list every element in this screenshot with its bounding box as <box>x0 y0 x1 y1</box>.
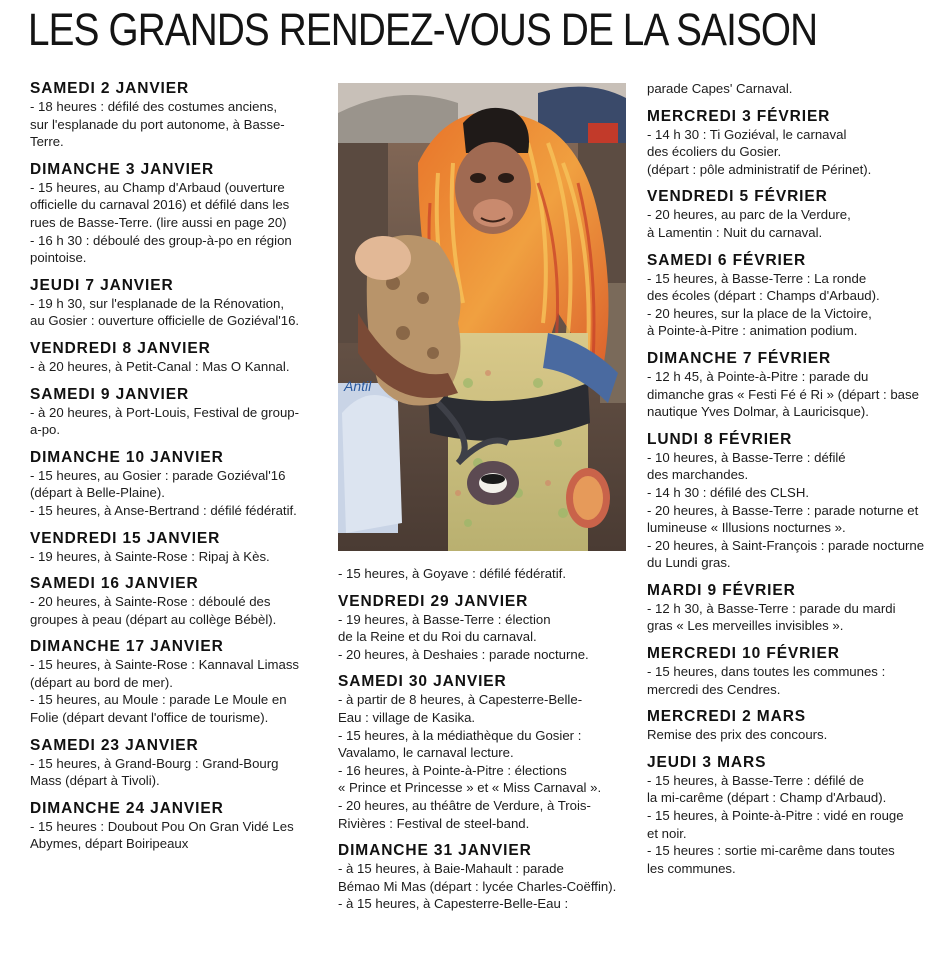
event-entry <box>30 161 326 267</box>
event-detail: - 19 heures, à Basse-Terre : élection de la Reine et du Roi du carnaval. <box>338 611 551 645</box>
event-date-heading: VENDREDI 8 JANVIER <box>30 339 211 357</box>
event-detail: - 19 heures, à Sainte-Rose : Ripaj à Kès. <box>30 548 270 564</box>
event-date-heading: MERCREDI 10 FÉVRIER <box>647 645 840 663</box>
event-detail: - 20 heures, sur la place de la Victoire, à Pointe-à-Pitre : animation podium. <box>647 305 872 339</box>
event-entry <box>338 593 628 664</box>
event-detail: - à 20 heures, à Petit-Canal : Mas O Kannal. <box>30 358 290 374</box>
continued-event-text <box>647 80 937 98</box>
event-entry <box>647 350 937 421</box>
event-detail: - 20 heures, au théâtre de Verdure, à Trois- Rivières : Festival de steel-band. <box>338 797 591 831</box>
event-detail: - 15 heures, à la médiathèque du Gosier : Vavalamo, le carnaval lecture. <box>338 727 582 761</box>
event-detail: Remise des prix des concours. <box>647 727 828 743</box>
event-entry <box>647 754 937 878</box>
event-date-heading: LUNDI 8 FÉVRIER <box>647 430 793 448</box>
event-date-heading: DIMANCHE 10 JANVIER <box>30 448 224 466</box>
event-detail: - 15 heures, à Basse-Terre : défilé de la mi-carême (départ : Champ d'Arbaud). <box>647 772 887 806</box>
event-detail: parade Capes' Carnaval. <box>647 81 793 96</box>
column-3 <box>647 80 937 887</box>
event-detail: - à 20 heures, à Port-Louis, Festival de group- a-po. <box>30 404 300 438</box>
event-detail: - 14 h 30 : défilé des CLSH. <box>647 484 810 500</box>
column-2 <box>338 80 628 923</box>
event-entry <box>338 673 628 832</box>
event-detail: - 15 heures, à Anse-Bertrand : défilé fédératif. <box>30 502 297 518</box>
event-date-heading: SAMEDI 2 JANVIER <box>30 80 190 97</box>
event-date-heading: SAMEDI 16 JANVIER <box>30 575 199 593</box>
event-detail: - 16 heures, à Pointe-à-Pitre : élections « Prince et Princesse » et « Miss Carnaval ». <box>338 762 602 796</box>
event-detail: - 15 heures, à Goyave : défilé fédératif. <box>338 566 566 581</box>
event-entry <box>30 386 326 439</box>
event-detail: - 20 heures, à Deshaies : parade nocturne. <box>338 646 589 662</box>
event-entry <box>30 638 326 726</box>
event-detail: - 15 heures, à Basse-Terre : La ronde des écoles (départ : Champs d'Arbaud). <box>647 270 880 304</box>
event-date-heading: VENDREDI 15 JANVIER <box>30 529 221 547</box>
event-detail: - 19 h 30, sur l'esplanade de la Rénovation, au Gosier : ouverture officielle de Goziéval'16. <box>30 295 300 329</box>
event-detail: - 16 h 30 : déboulé des group-à-po en région pointoise. <box>30 232 292 266</box>
event-detail: - 15 heures, dans toutes les communes : mercredi des Cendres. <box>647 664 886 697</box>
event-entry <box>30 340 326 376</box>
carnival-photo <box>338 83 626 551</box>
event-entry <box>647 188 937 241</box>
event-entry <box>647 708 937 744</box>
event-detail: - à 15 heures, à Baie-Mahault : parade Bémao Mi Mas (départ : lycée Charles-Coëffin). <box>338 861 617 894</box>
event-entry <box>647 582 937 635</box>
event-entry <box>338 842 628 913</box>
event-date-heading: SAMEDI 9 JANVIER <box>30 385 190 403</box>
event-detail: - à 15 heures, à Capesterre-Belle-Eau : <box>338 896 569 912</box>
event-date-heading: DIMANCHE 17 JANVIER <box>30 638 224 656</box>
event-detail: - 20 heures, à Sainte-Rose : déboulé des groupes à peau (départ au collège Bébèl). <box>30 594 277 627</box>
event-date-heading: DIMANCHE 3 JANVIER <box>30 160 215 178</box>
event-detail: - 15 heures, au Moule : parade Le Moule en Folie (départ devant l'office de tourisme). <box>30 692 287 726</box>
event-entry <box>30 530 326 566</box>
event-detail: - 18 heures : défilé des costumes anciens, sur l'esplanade du port autonome, à Basse- Terre. <box>30 99 285 150</box>
event-detail: - 15 heures : sortie mi-carême dans toutes les communes. <box>647 843 895 876</box>
continued-event-text <box>338 565 628 583</box>
bag-text: Antil <box>344 378 372 394</box>
event-detail: - 15 heures, à Grand-Bourg : Grand-Bourg Mass (départ à Tivoli). <box>30 755 279 789</box>
event-date-heading: DIMANCHE 31 JANVIER <box>338 842 532 860</box>
event-entry <box>30 575 326 628</box>
event-detail: - à partir de 8 heures, à Capesterre-Belle- Eau : village de Kasika. <box>338 692 583 725</box>
event-entry <box>647 252 937 340</box>
event-detail: - 15 heures : Doubout Pou On Gran Vidé Les Abymes, départ Boiripeaux <box>30 818 294 852</box>
event-date-heading: JEUDI 7 JANVIER <box>30 276 174 294</box>
event-detail: - 15 heures, à Sainte-Rose : Kannaval Limass (départ au bord de mer). <box>30 657 300 690</box>
event-date-heading: VENDREDI 5 FÉVRIER <box>647 188 828 206</box>
event-detail: - 15 heures, à Pointe-à-Pitre : vidé en rouge et noir. <box>647 808 904 841</box>
event-detail: - 20 heures, à Saint-François : parade nocturne du Lundi gras. <box>647 537 925 571</box>
event-entry <box>647 431 937 572</box>
event-date-heading: SAMEDI 6 FÉVRIER <box>647 251 807 269</box>
event-detail: - 12 h 45, à Pointe-à-Pitre : parade du dimanche gras « Festi Fé é Ri » (départ : base nautique Yves Dolmar, à Lauricisque). <box>647 368 919 420</box>
event-date-heading: DIMANCHE 24 JANVIER <box>30 799 224 817</box>
event-date-heading: MARDI 9 FÉVRIER <box>647 581 796 599</box>
event-entry <box>30 277 326 330</box>
event-detail: - 10 heures, à Basse-Terre : défilé des marchandes. <box>647 449 846 483</box>
event-entry <box>30 80 326 151</box>
column-1 <box>30 80 326 863</box>
event-entry <box>30 737 326 790</box>
event-date-heading: MERCREDI 3 FÉVRIER <box>647 107 831 125</box>
event-detail: - 20 heures, au parc de la Verdure, à Lamentin : Nuit du carnaval. <box>647 207 851 240</box>
event-detail: - 12 h 30, à Basse-Terre : parade du mardi gras « Les merveilles invisibles ». <box>647 600 896 634</box>
event-entry <box>30 449 326 520</box>
event-detail: - 14 h 30 : Ti Goziéval, le carnaval des écoliers du Gosier. (départ : pôle administratif de Périnet). <box>647 126 872 177</box>
event-entry <box>647 108 937 179</box>
carnival-costume-image <box>338 83 626 551</box>
event-detail: - 15 heures, au Champ d'Arbaud (ouverture officielle du carnaval 2016) et défilé dans les rues de Basse-Terre. (lire aussi en page 20) <box>30 179 290 230</box>
page-title: LES GRANDS RENDEZ-VOUS DE LA SAISON <box>28 4 818 55</box>
event-date-heading: MERCREDI 2 MARS <box>647 708 807 726</box>
event-date-heading: JEUDI 3 MARS <box>647 753 767 771</box>
event-entry <box>30 800 326 853</box>
event-date-heading: DIMANCHE 7 FÉVRIER <box>647 349 832 367</box>
event-detail: - 15 heures, au Gosier : parade Goziéval'16 (départ à Belle-Plaine). <box>30 467 286 501</box>
event-date-heading: SAMEDI 23 JANVIER <box>30 736 199 754</box>
event-date-heading: SAMEDI 30 JANVIER <box>338 673 507 691</box>
event-date-heading: VENDREDI 29 JANVIER <box>338 592 529 610</box>
event-detail: - 20 heures, à Basse-Terre : parade noturne et lumineuse « Illusions nocturnes ». <box>647 502 919 536</box>
event-entry <box>647 645 937 698</box>
